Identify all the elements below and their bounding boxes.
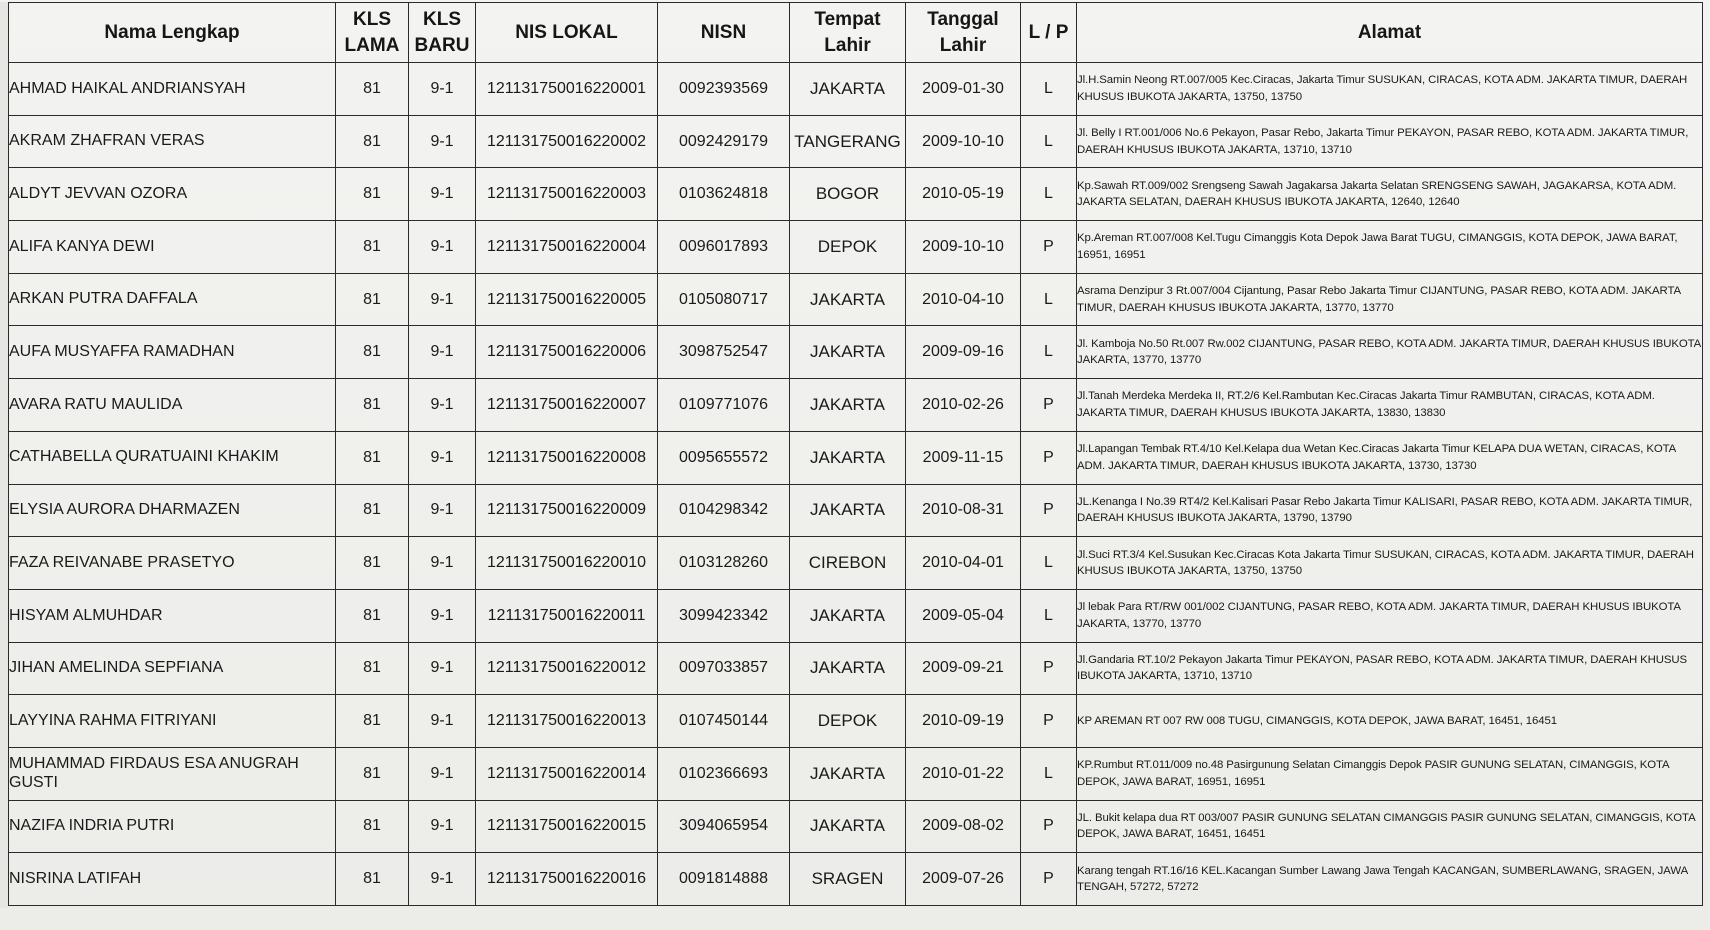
kls-baru-cell: 9-1 <box>409 326 476 379</box>
nisn-cell: 0103128260 <box>658 537 790 590</box>
kls-lama-cell: 81 <box>336 484 409 537</box>
tempat-lahir-cell: JAKARTA <box>790 379 906 432</box>
table-row <box>9 326 1703 379</box>
kls-baru-cell: 9-1 <box>409 537 476 590</box>
tanggal-lahir-cell: 2009-11-15 <box>906 431 1021 484</box>
jenis-kelamin-cell: P <box>1021 695 1077 748</box>
table-row <box>9 168 1703 221</box>
kls-baru-cell: 9-1 <box>409 431 476 484</box>
tempat-lahir-cell: JAKARTA <box>790 589 906 642</box>
tempat-lahir-cell: DEPOK <box>790 695 906 748</box>
alamat-cell: Jl lebak Para RT/RW 001/002 CIJANTUNG, PASAR REBO, KOTA ADM. JAKARTA TIMUR, DAERAH KHUSUS IBUKOTA JAKARTA, 13770, 13770 <box>1077 589 1703 642</box>
student-roster-table <box>8 2 1703 906</box>
alamat-cell: Asrama Denzipur 3 Rt.007/004 Cijantung, Pasar Rebo Jakarta Timur CIJANTUNG, PASAR REBO, KOTA ADM. JAKARTA TIMUR, DAERAH KHUSUS IBUKOTA JAKARTA, 13770, 13770 <box>1077 273 1703 326</box>
alamat-cell: Jl.Gandaria RT.10/2 Pekayon Jakarta Timur PEKAYON, PASAR REBO, KOTA ADM. JAKARTA TIMUR, DAERAH KHUSUS IBUKOTA JAKARTA, 13710, 13710 <box>1077 642 1703 695</box>
student-name-cell: AHMAD HAIKAL ANDRIANSYAH <box>9 63 336 116</box>
table-row <box>9 63 1703 116</box>
kls-baru-cell: 9-1 <box>409 115 476 168</box>
table-row <box>9 431 1703 484</box>
table-body <box>9 63 1703 906</box>
student-name-cell: ALDYT JEVVAN OZORA <box>9 168 336 221</box>
nisn-cell: 0103624818 <box>658 168 790 221</box>
jenis-kelamin-cell: L <box>1021 115 1077 168</box>
table-row <box>9 221 1703 274</box>
kls-lama-cell: 81 <box>336 221 409 274</box>
alamat-cell: JL. Bukit kelapa dua RT 003/007 PASIR GUNUNG SELATAN CIMANGGIS PASIR GUNUNG SELATAN, CIMANGGIS, KOTA DEPOK, JAWA BARAT, 16451, 16451 <box>1077 800 1703 853</box>
nis-lokal-cell: 121131750016220001 <box>476 63 658 116</box>
table-row <box>9 537 1703 590</box>
alamat-cell: KP.Rumbut RT.011/009 no.48 Pasirgunung Selatan Cimanggis Depok PASIR GUNUNG SELATAN, CIMANGGIS, KOTA DEPOK, JAWA BARAT, 16951, 16951 <box>1077 747 1703 800</box>
nis-lokal-cell: 121131750016220007 <box>476 379 658 432</box>
tanggal-lahir-cell: 2010-04-01 <box>906 537 1021 590</box>
kls-baru-cell: 9-1 <box>409 273 476 326</box>
kls-lama-cell: 81 <box>336 326 409 379</box>
alamat-cell: Karang tengah RT.16/16 KEL.Kacangan Sumber Lawang Jawa Tengah KACANGAN, SUMBERLAWANG, SRAGEN, JAWA TENGAH, 57272, 57272 <box>1077 853 1703 906</box>
table-row <box>9 273 1703 326</box>
student-name-cell: NAZIFA INDRIA PUTRI <box>9 800 336 853</box>
kls-baru-cell: 9-1 <box>409 853 476 906</box>
kls-baru-cell: 9-1 <box>409 800 476 853</box>
kls-lama-cell: 81 <box>336 747 409 800</box>
table-header-row <box>9 3 1703 63</box>
tanggal-lahir-cell: 2009-05-04 <box>906 589 1021 642</box>
nis-lokal-cell: 121131750016220006 <box>476 326 658 379</box>
nisn-cell: 0105080717 <box>658 273 790 326</box>
jenis-kelamin-cell: P <box>1021 484 1077 537</box>
jenis-kelamin-cell: L <box>1021 273 1077 326</box>
alamat-cell: Jl.Lapangan Tembak RT.4/10 Kel.Kelapa dua Wetan Kec.Ciracas Jakarta Timur KELAPA DUA WETAN, CIRACAS, KOTA ADM. JAKARTA TIMUR, DAERAH KHUSUS IBUKOTA JAKARTA, 13730, 13730 <box>1077 431 1703 484</box>
nisn-cell: 3099423342 <box>658 589 790 642</box>
kls-baru-cell: 9-1 <box>409 747 476 800</box>
kls-lama-cell: 81 <box>336 695 409 748</box>
table-row <box>9 589 1703 642</box>
table-row <box>9 853 1703 906</box>
kls-lama-cell: 81 <box>336 642 409 695</box>
tempat-lahir-cell: JAKARTA <box>790 484 906 537</box>
tanggal-lahir-cell: 2009-08-02 <box>906 800 1021 853</box>
tanggal-lahir-cell: 2010-05-19 <box>906 168 1021 221</box>
alamat-cell: Kp.Areman RT.007/008 Kel.Tugu Cimanggis Kota Depok Jawa Barat TUGU, CIMANGGIS, KOTA DEPOK, JAWA BARAT, 16951, 16951 <box>1077 221 1703 274</box>
kls-baru-cell: 9-1 <box>409 642 476 695</box>
nisn-cell: 3098752547 <box>658 326 790 379</box>
nisn-cell: 0092429179 <box>658 115 790 168</box>
table-row <box>9 115 1703 168</box>
kls-baru-cell: 9-1 <box>409 168 476 221</box>
nisn-cell: 0091814888 <box>658 853 790 906</box>
jenis-kelamin-cell: P <box>1021 800 1077 853</box>
tempat-lahir-cell: TANGERANG <box>790 115 906 168</box>
header-nama-lengkap: Nama Lengkap <box>9 3 336 63</box>
jenis-kelamin-cell: L <box>1021 326 1077 379</box>
nis-lokal-cell: 121131750016220011 <box>476 589 658 642</box>
student-name-cell: FAZA REIVANABE PRASETYO <box>9 537 336 590</box>
student-name-cell: ARKAN PUTRA DAFFALA <box>9 273 336 326</box>
nis-lokal-cell: 121131750016220015 <box>476 800 658 853</box>
jenis-kelamin-cell: L <box>1021 747 1077 800</box>
kls-lama-cell: 81 <box>336 853 409 906</box>
jenis-kelamin-cell: P <box>1021 853 1077 906</box>
student-name-cell: MUHAMMAD FIRDAUS ESA ANUGRAH GUSTI <box>9 747 336 800</box>
nis-lokal-cell: 121131750016220003 <box>476 168 658 221</box>
tanggal-lahir-cell: 2010-02-26 <box>906 379 1021 432</box>
table-row <box>9 747 1703 800</box>
nis-lokal-cell: 121131750016220014 <box>476 747 658 800</box>
nis-lokal-cell: 121131750016220008 <box>476 431 658 484</box>
kls-baru-cell: 9-1 <box>409 589 476 642</box>
student-name-cell: LAYYINA RAHMA FITRIYANI <box>9 695 336 748</box>
table-row <box>9 695 1703 748</box>
table-row <box>9 800 1703 853</box>
tempat-lahir-cell: JAKARTA <box>790 431 906 484</box>
header-nisn: NISN <box>658 3 790 63</box>
jenis-kelamin-cell: L <box>1021 537 1077 590</box>
student-name-cell: AVARA RATU MAULIDA <box>9 379 336 432</box>
table-row <box>9 642 1703 695</box>
kls-lama-cell: 81 <box>336 115 409 168</box>
student-name-cell: JIHAN AMELINDA SEPFIANA <box>9 642 336 695</box>
tempat-lahir-cell: BOGOR <box>790 168 906 221</box>
tempat-lahir-cell: JAKARTA <box>790 747 906 800</box>
nisn-cell: 0109771076 <box>658 379 790 432</box>
jenis-kelamin-cell: L <box>1021 168 1077 221</box>
kls-baru-cell: 9-1 <box>409 484 476 537</box>
tempat-lahir-cell: SRAGEN <box>790 853 906 906</box>
student-name-cell: CATHABELLA QURATUAINI KHAKIM <box>9 431 336 484</box>
tempat-lahir-cell: CIREBON <box>790 537 906 590</box>
kls-baru-cell: 9-1 <box>409 379 476 432</box>
kls-lama-cell: 81 <box>336 273 409 326</box>
page-left-edge <box>0 2 8 908</box>
nisn-cell: 0104298342 <box>658 484 790 537</box>
kls-lama-cell: 81 <box>336 379 409 432</box>
jenis-kelamin-cell: P <box>1021 431 1077 484</box>
jenis-kelamin-cell: P <box>1021 221 1077 274</box>
nis-lokal-cell: 121131750016220004 <box>476 221 658 274</box>
tanggal-lahir-cell: 2010-08-31 <box>906 484 1021 537</box>
nisn-cell: 0095655572 <box>658 431 790 484</box>
tanggal-lahir-cell: 2010-01-22 <box>906 747 1021 800</box>
tanggal-lahir-cell: 2009-10-10 <box>906 115 1021 168</box>
tanggal-lahir-cell: 2009-01-30 <box>906 63 1021 116</box>
kls-baru-cell: 9-1 <box>409 221 476 274</box>
nis-lokal-cell: 121131750016220009 <box>476 484 658 537</box>
nis-lokal-cell: 121131750016220002 <box>476 115 658 168</box>
student-name-cell: ALIFA KANYA DEWI <box>9 221 336 274</box>
tanggal-lahir-cell: 2009-07-26 <box>906 853 1021 906</box>
header-tempat-lahir: Tempat Lahir <box>790 3 906 63</box>
student-name-cell: NISRINA LATIFAH <box>9 853 336 906</box>
jenis-kelamin-cell: P <box>1021 379 1077 432</box>
alamat-cell: Jl.Tanah Merdeka Merdeka II, RT.2/6 Kel.Rambutan Kec.Ciracas Jakarta Timur RAMBUTAN, CIRACAS, KOTA ADM. JAKARTA TIMUR, DAERAH KHUSUS IBUKOTA JAKARTA, 13830, 13830 <box>1077 379 1703 432</box>
alamat-cell: JL.Kenanga I No.39 RT4/2 Kel.Kalisari Pasar Rebo Jakarta Timur KALISARI, PASAR REBO, KOTA ADM. JAKARTA TIMUR, DAERAH KHUSUS IBUKOTA JAKARTA, 13790, 13790 <box>1077 484 1703 537</box>
header-nis-lokal: NIS LOKAL <box>476 3 658 63</box>
tempat-lahir-cell: JAKARTA <box>790 326 906 379</box>
jenis-kelamin-cell: L <box>1021 589 1077 642</box>
header-alamat: Alamat <box>1077 3 1703 63</box>
tempat-lahir-cell: JAKARTA <box>790 63 906 116</box>
kls-lama-cell: 81 <box>336 800 409 853</box>
kls-lama-cell: 81 <box>336 168 409 221</box>
header-kls-lama: KLS LAMA <box>336 3 409 63</box>
header-jenis-kelamin: L / P <box>1021 3 1077 63</box>
kls-lama-cell: 81 <box>336 63 409 116</box>
tempat-lahir-cell: JAKARTA <box>790 642 906 695</box>
nis-lokal-cell: 121131750016220012 <box>476 642 658 695</box>
kls-baru-cell: 9-1 <box>409 63 476 116</box>
jenis-kelamin-cell: L <box>1021 63 1077 116</box>
kls-lama-cell: 81 <box>336 431 409 484</box>
nisn-cell: 0107450144 <box>658 695 790 748</box>
header-kls-baru: KLS BARU <box>409 3 476 63</box>
tanggal-lahir-cell: 2010-09-19 <box>906 695 1021 748</box>
alamat-cell: Jl. Belly I RT.001/006 No.6 Pekayon, Pasar Rebo, Jakarta Timur PEKAYON, PASAR REBO, KOTA ADM. JAKARTA TIMUR, DAERAH KHUSUS IBUKOTA JAKARTA, 13710, 13710 <box>1077 115 1703 168</box>
tanggal-lahir-cell: 2009-10-10 <box>906 221 1021 274</box>
nis-lokal-cell: 121131750016220010 <box>476 537 658 590</box>
nisn-cell: 0096017893 <box>658 221 790 274</box>
student-name-cell: HISYAM ALMUHDAR <box>9 589 336 642</box>
nis-lokal-cell: 121131750016220016 <box>476 853 658 906</box>
alamat-cell: KP AREMAN RT 007 RW 008 TUGU, CIMANGGIS, KOTA DEPOK, JAWA BARAT, 16451, 16451 <box>1077 695 1703 748</box>
kls-lama-cell: 81 <box>336 537 409 590</box>
alamat-cell: Jl. Kamboja No.50 Rt.007 Rw.002 CIJANTUNG, PASAR REBO, KOTA ADM. JAKARTA TIMUR, DAERAH KHUSUS IBUKOTA JAKARTA, 13770, 13770 <box>1077 326 1703 379</box>
tanggal-lahir-cell: 2010-04-10 <box>906 273 1021 326</box>
alamat-cell: Jl.H.Samin Neong RT.007/005 Kec.Ciracas, Jakarta Timur SUSUKAN, CIRACAS, KOTA ADM. JAKARTA TIMUR, DAERAH KHUSUS IBUKOTA JAKARTA, 13750, 13750 <box>1077 63 1703 116</box>
tanggal-lahir-cell: 2009-09-16 <box>906 326 1021 379</box>
student-name-cell: ELYSIA AURORA DHARMAZEN <box>9 484 336 537</box>
nisn-cell: 0092393569 <box>658 63 790 116</box>
table-row <box>9 379 1703 432</box>
tempat-lahir-cell: JAKARTA <box>790 273 906 326</box>
tempat-lahir-cell: JAKARTA <box>790 800 906 853</box>
table-row <box>9 484 1703 537</box>
nis-lokal-cell: 121131750016220005 <box>476 273 658 326</box>
nisn-cell: 0097033857 <box>658 642 790 695</box>
nisn-cell: 0102366693 <box>658 747 790 800</box>
nis-lokal-cell: 121131750016220013 <box>476 695 658 748</box>
alamat-cell: Jl.Suci RT.3/4 Kel.Susukan Kec.Ciracas Kota Jakarta Timur SUSUKAN, CIRACAS, KOTA ADM. JAKARTA TIMUR, DAERAH KHUSUS IBUKOTA JAKARTA, 13750, 13750 <box>1077 537 1703 590</box>
header-tanggal-lahir: Tanggal Lahir <box>906 3 1021 63</box>
alamat-cell: Kp.Sawah RT.009/002 Srengseng Sawah Jagakarsa Jakarta Selatan SRENGSENG SAWAH, JAGAKARSA, KOTA ADM. JAKARTA SELATAN, DAERAH KHUSUS IBUKOTA JAKARTA, 12640, 12640 <box>1077 168 1703 221</box>
tanggal-lahir-cell: 2009-09-21 <box>906 642 1021 695</box>
tempat-lahir-cell: DEPOK <box>790 221 906 274</box>
student-name-cell: AKRAM ZHAFRAN VERAS <box>9 115 336 168</box>
kls-baru-cell: 9-1 <box>409 695 476 748</box>
student-name-cell: AUFA MUSYAFFA RAMADHAN <box>9 326 336 379</box>
nisn-cell: 3094065954 <box>658 800 790 853</box>
jenis-kelamin-cell: P <box>1021 642 1077 695</box>
kls-lama-cell: 81 <box>336 589 409 642</box>
